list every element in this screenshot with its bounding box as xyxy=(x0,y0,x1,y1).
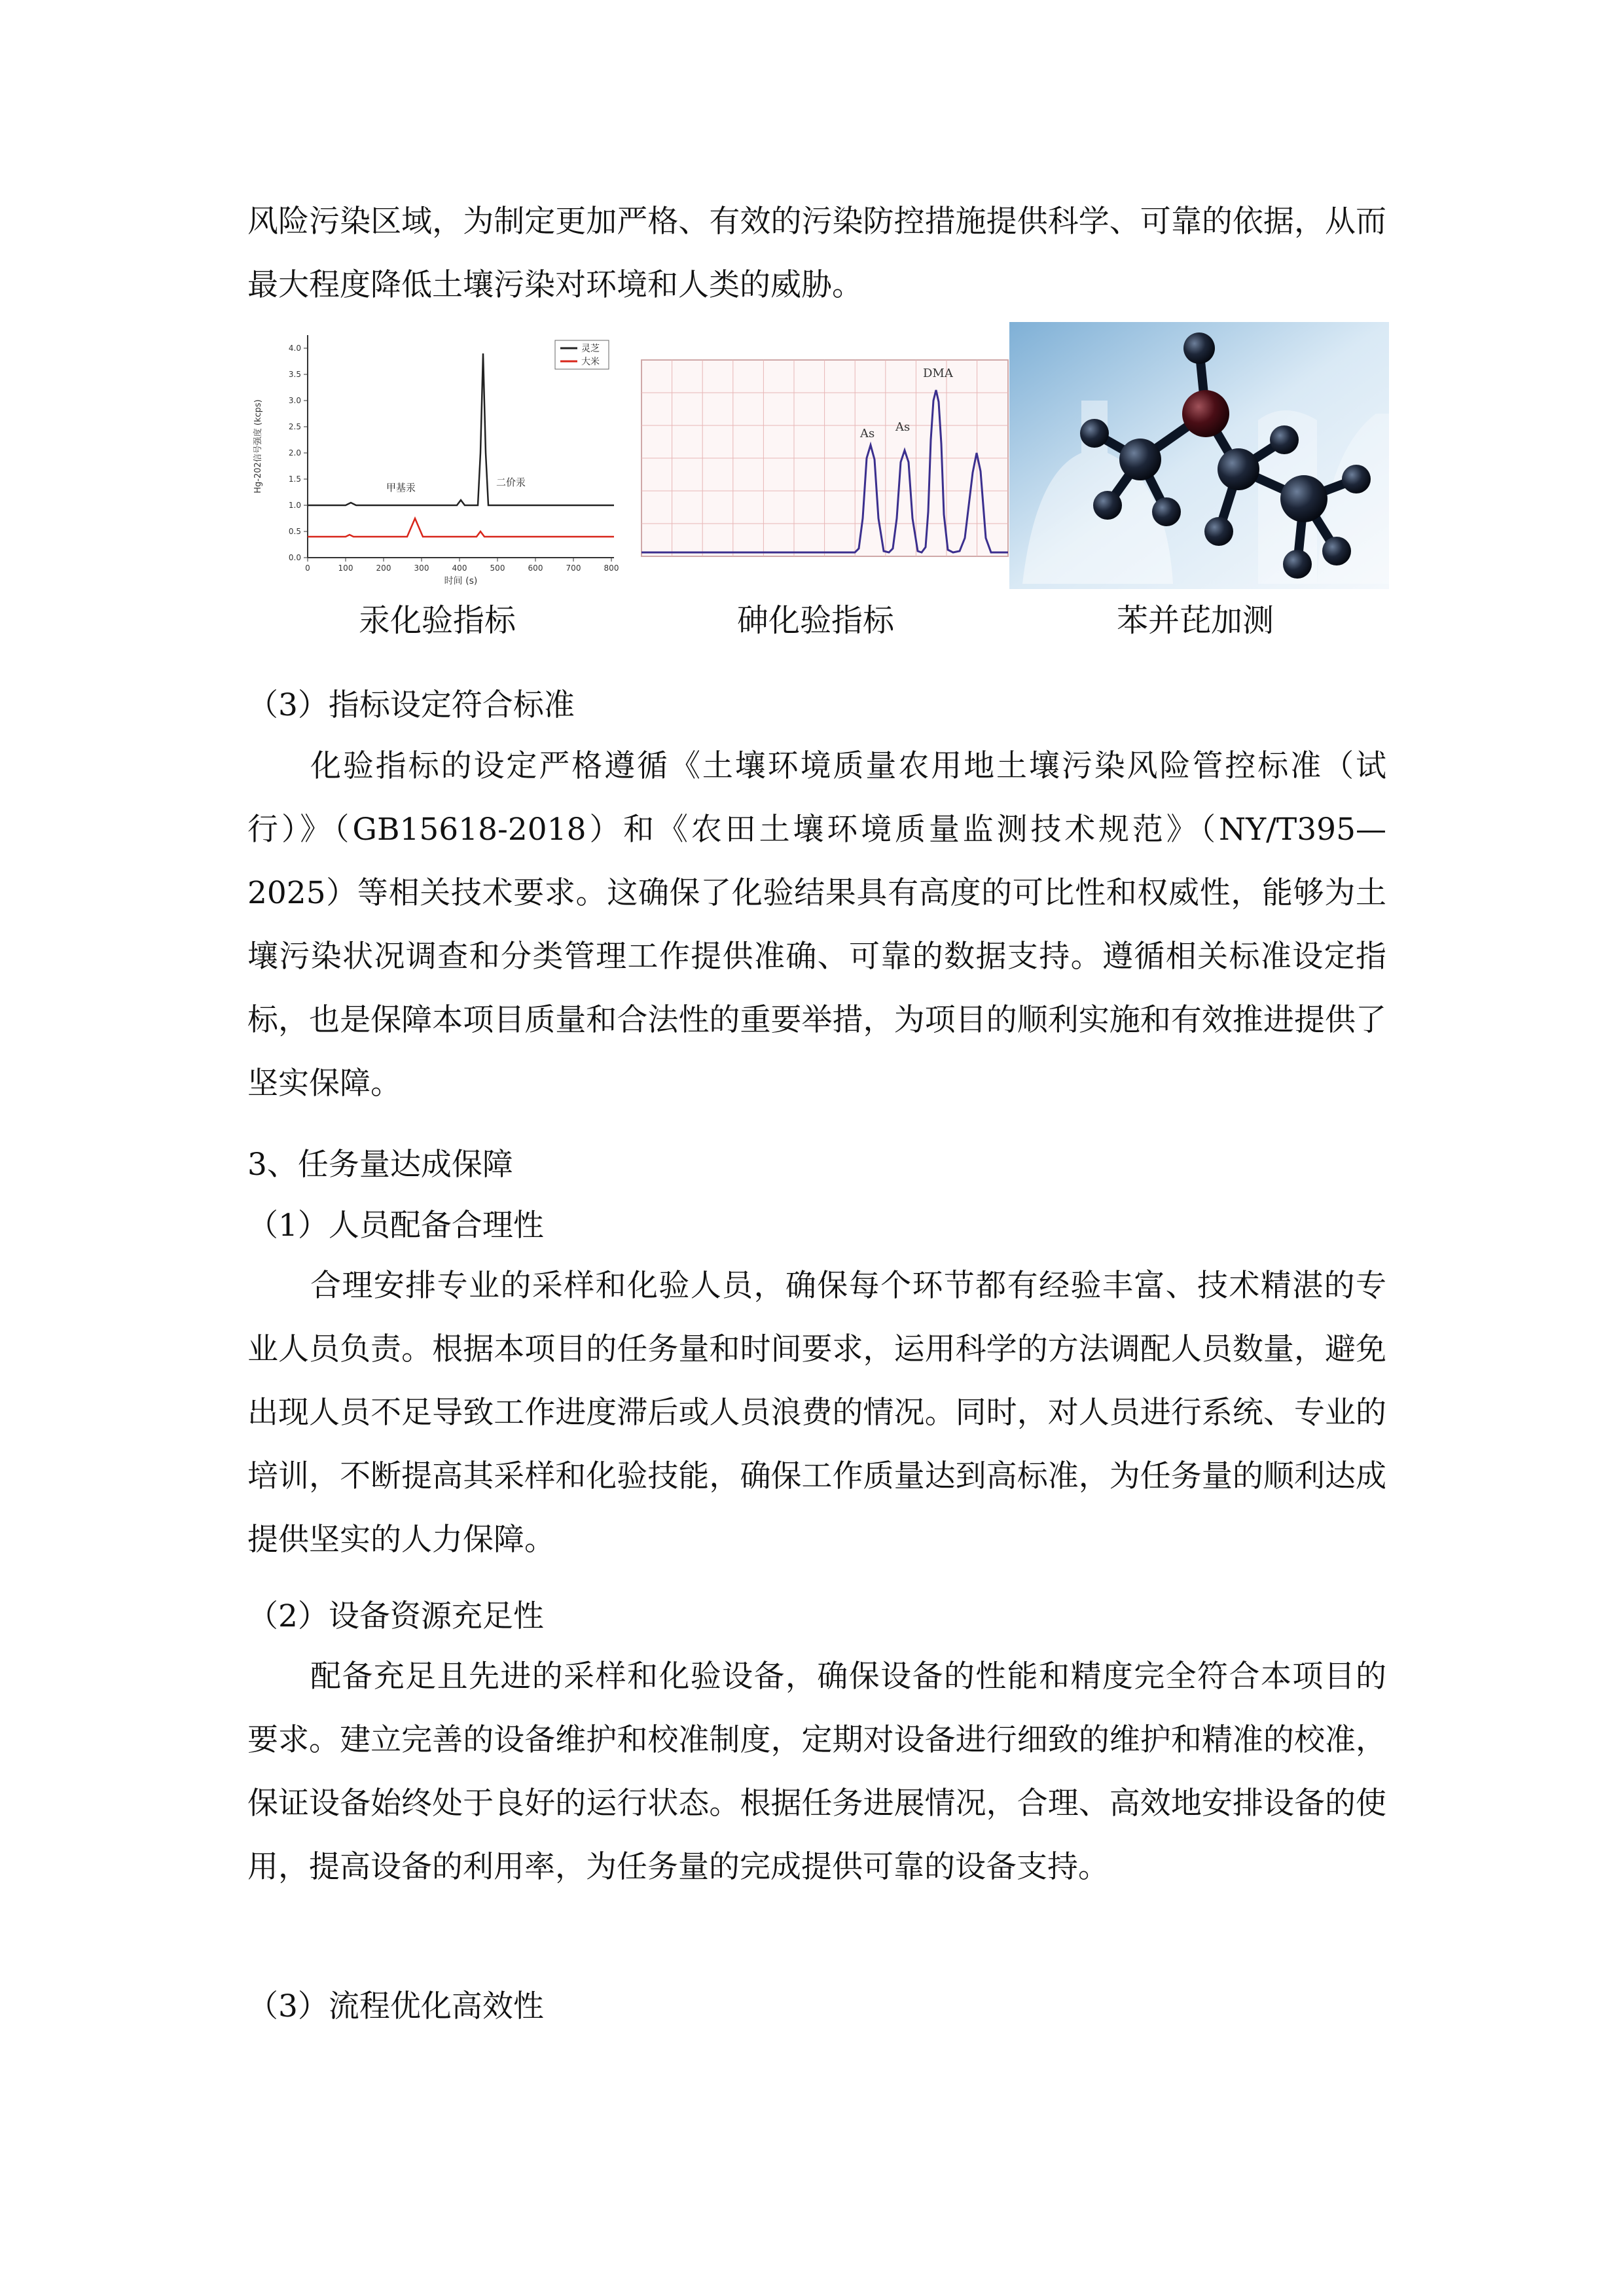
legend-item-black: 灵芝 xyxy=(581,344,600,354)
mercury-chromatogram-chart xyxy=(247,322,627,589)
y-tick-label: 3.0 xyxy=(288,396,301,405)
section-body-staffing: 合理安排专业的采样和化验人员，确保每个环节都有经验丰富、技术精湛的专业人员负责。根据本项目的任务量和时间要求，运用科学的方法调配人员数量，避免出现人员不足导致工作进度滞后或人员浪费的情况。同时，对人员进行系统、专业的培训，不断提高其采样和化验技能，确保工作质量达到高标准，为任务量的顺利达成提供坚实的人力保障。 xyxy=(247,1268,1386,1558)
y-tick-label: 1.5 xyxy=(288,475,301,484)
x-tick-label: 100 xyxy=(338,564,353,573)
y-tick-label: 2.5 xyxy=(288,422,301,431)
x-tick-label: 800 xyxy=(604,564,619,573)
x-tick-label: 200 xyxy=(376,564,391,573)
legend-item-red: 大米 xyxy=(581,357,600,367)
figure-caption-benzopyrene: 苯并芘加测 xyxy=(1116,602,1274,639)
x-tick-label: 500 xyxy=(490,564,505,573)
figure-caption-arsenic: 砷化验指标 xyxy=(736,602,894,639)
mercury-chromatogram-figure xyxy=(247,322,627,589)
x-tick-label: 600 xyxy=(528,564,543,573)
x-tick-label: 700 xyxy=(566,564,581,573)
y-tick-label: 1.0 xyxy=(288,501,301,510)
y-tick-label: 0.0 xyxy=(288,553,301,562)
intro-paragraph: 风险污染区域，为制定更加严格、有效的污染防控措施提供科学、可靠的依据，从而最大程度降低土壤污染对环境和人类的威胁。 xyxy=(247,204,1386,303)
figure-caption-mercury: 汞化验指标 xyxy=(358,602,516,639)
y-tick-label: 4.0 xyxy=(288,344,301,353)
peak-label-divalent-mercury: 二价汞 xyxy=(496,476,526,488)
peak-label-as-2: As xyxy=(895,420,911,434)
section-heading-task-volume: 3、任务量达成保障 xyxy=(247,1147,513,1183)
y-tick-label: 0.5 xyxy=(288,527,301,536)
arsenic-chromatogram-figure xyxy=(632,322,1009,589)
y-tick-label: 2.0 xyxy=(288,448,301,457)
section-body-standards: 化验指标的设定严格遵循《土壤环境质量农用地土壤污染风险管控标准（试行）》（GB15618-2018）和《农田土壤环境质量监测技术规范》（NY/T395—2025）等相关技术要求。这确保了化验结果具有高度的可比性和权威性，能够为土壤污染状况调查和分类管理工作提供准确、可靠的数据支持。遵循相关标准设定指标，也是保障本项目质量和合法性的重要举措，为项目的顺利实施和有效推进提供了坚实保障。 xyxy=(247,748,1386,1102)
x-tick-label: 300 xyxy=(414,564,429,573)
molecule-illustration xyxy=(1009,322,1389,589)
x-tick-label: 400 xyxy=(452,564,467,573)
section-body-equipment: 配备充足且先进的采样和化验设备，确保设备的性能和精度完全符合本项目的要求。建立完善的设备维护和校准制度，定期对设备进行细致的维护和精准的校准，保证设备始终处于良好的运行状态。根据任务进展情况，合理、高效地安排设备的使用，提高设备的利用率，为任务量的完成提供可靠的设备支持。 xyxy=(247,1659,1386,1885)
section-heading-equipment: （2）设备资源充足性 xyxy=(247,1598,544,1634)
y-axis-label: Hg-202信号强度 (kcps) xyxy=(253,399,263,493)
section-heading-process: （3）流程优化高效性 xyxy=(247,1988,544,2024)
benzopyrene-molecule-image xyxy=(1009,322,1389,589)
section-heading-standards: （3）指标设定符合标准 xyxy=(247,687,575,723)
chart-legend xyxy=(555,340,609,369)
x-tick-label: 0 xyxy=(305,564,310,573)
x-axis-label: 时间 (s) xyxy=(444,576,478,586)
arsenic-chromatogram-chart xyxy=(632,322,1009,589)
section-heading-staffing: （1）人员配备合理性 xyxy=(247,1208,544,1244)
peak-label-as-1: As xyxy=(860,427,875,440)
peak-label-methylmercury: 甲基汞 xyxy=(386,482,416,493)
peak-label-dma: DMA xyxy=(923,367,953,380)
y-tick-label: 3.5 xyxy=(288,370,301,379)
